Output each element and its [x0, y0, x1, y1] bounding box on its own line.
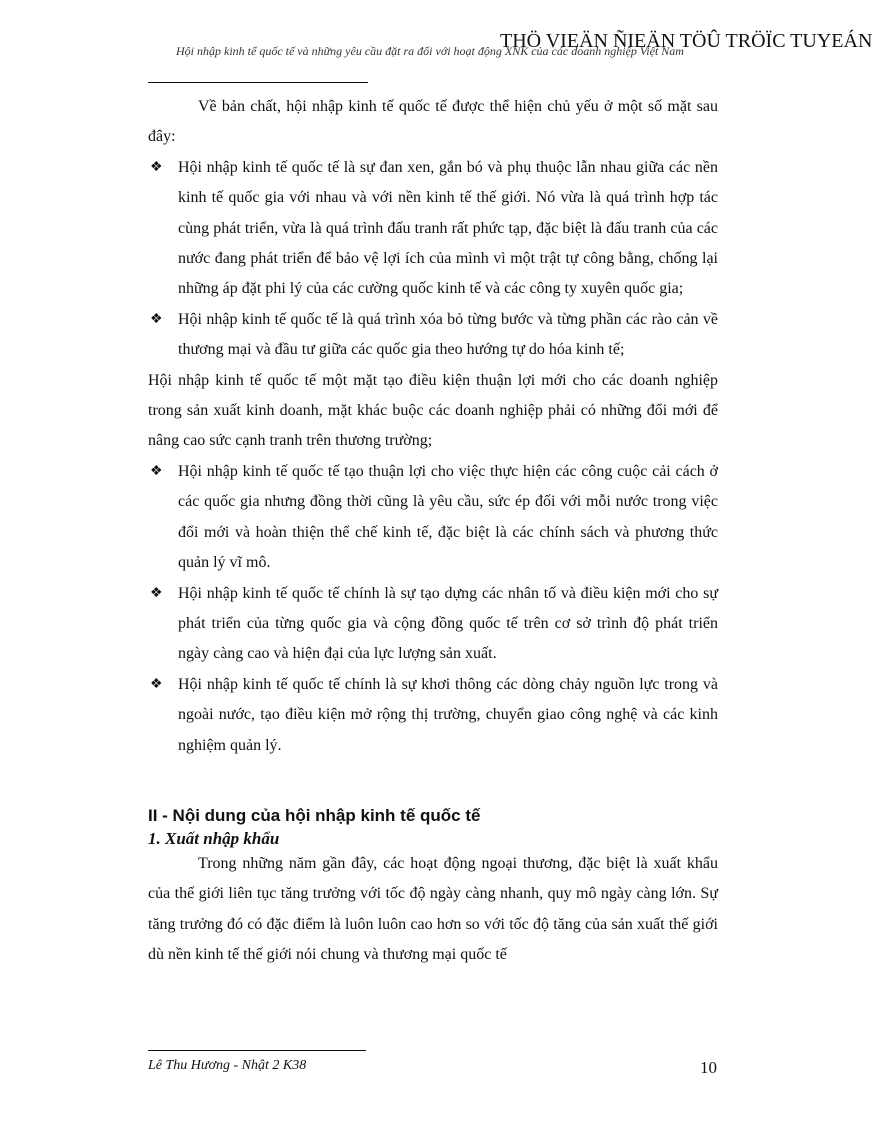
bullet-item: ❖ Hội nhập kinh tế quốc tế chính là sự tạo dựng các nhân tố và điều kiện mới cho sự phát triển của từng quốc gia và cộng đồng quốc tế trên cơ sở trình độ phát triển ngày càng cao và hiện đại của lực lượng sản xuất. [148, 579, 718, 670]
bullet-item: ❖ Hội nhập kinh tế quốc tế là quá trình xóa bỏ từng bước và từng phần các rào cản về thương mại và đầu tư giữa các quốc gia theo hướng tự do hóa kinh tế; [148, 305, 718, 366]
middle-paragraph: Hội nhập kinh tế quốc tế một mặt tạo điều kiện thuận lợi mới cho các doanh nghiệp trong sản xuất kinh doanh, mặt khác buộc các doanh nghiệp phải có những đổi mới để nâng cao sức cạnh tranh trên thương trường; [148, 371, 718, 450]
subsection-title: 1. Xuất nhập khẩu [148, 828, 280, 848]
header-rule [148, 82, 368, 83]
library-watermark: THÖ VIEÄN ÑIEÄN TÖÛ TRÖÏC TUYEÁN [500, 30, 872, 52]
section-title: II - Nội dung của hội nhập kinh tế quốc tế [148, 805, 481, 825]
footer-author: Lê Thu Hương - Nhật 2 K38 [148, 1058, 307, 1073]
bullet-item: ❖ Hội nhập kinh tế quốc tế chính là sự khơi thông các dòng chảy nguồn lực trong và ngoài nước, tạo điều kiện mở rộng thị trường, chuyển giao công nghệ và các kinh nghiệm quản lý. [148, 670, 718, 761]
footer-rule [148, 1050, 366, 1051]
page-body [148, 92, 718, 971]
bullet-item: ❖ Hội nhập kinh tế quốc tế tạo thuận lợi cho việc thực hiện các công cuộc cải cách ở các quốc gia nhưng đồng thời cũng là yêu cầu, sức ép đối với mỗi nước trong việc đổi mới và hoàn thiện thể chế kinh tế, đặc biệt là các chính sách và phương thức quản lý vĩ mô. [148, 457, 718, 579]
intro-paragraph: Về bản chất, hội nhập kinh tế quốc tế được thể hiện chủ yếu ở một số mặt sau đây: [148, 98, 718, 146]
diamond-bullet-icon: ❖ [150, 463, 163, 479]
running-header: Hội nhập kinh tế quốc tế và những yêu cầu đặt ra đối với hoạt động XNK của các doanh nghiệp Việt Nam [176, 44, 684, 58]
diamond-bullet-icon: ❖ [150, 676, 163, 692]
page-number: 10 [700, 1058, 717, 1077]
diamond-bullet-icon: ❖ [150, 585, 163, 601]
bullet-item: ❖ Hội nhập kinh tế quốc tế là sự đan xen, gắn bó và phụ thuộc lẫn nhau giữa các nền kinh tế quốc gia với nhau và với nền kinh tế thế giới. Nó vừa là quá trình hợp tác cùng phát triển, vừa là quá trình đấu tranh rất phức tạp, đặc biệt là đấu tranh của các nước đang phát triển để bảo vệ lợi ích của mình vì một trật tự công bằng, chống lại những áp đặt phi lý của các cường quốc kinh tế và các công ty xuyên quốc gia; [148, 153, 718, 305]
diamond-bullet-icon: ❖ [150, 311, 163, 327]
last-paragraph: Trong những năm gần đây, các hoạt động ngoại thương, đặc biệt là xuất khẩu của thế giới liên tục tăng trưởng với tốc độ ngày càng nhanh, quy mô ngày càng lớn. Sự tăng trưởng đó có đặc điểm là luôn luôn cao hơn so với tốc độ tăng của sản xuất thế giới dù nền kinh tế thế giới nói chung và thương mại quốc tế [148, 854, 718, 964]
diamond-bullet-icon: ❖ [150, 159, 163, 175]
